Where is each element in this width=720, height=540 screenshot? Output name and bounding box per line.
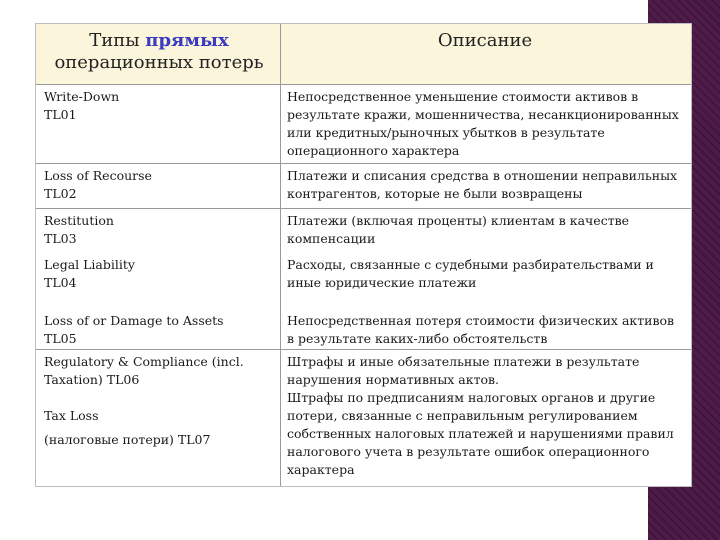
description-line: Штрафы по предписаниям налоговых органов и другие <box>287 390 656 405</box>
description-line: Штрафы и иные обязательные платежи в результате <box>287 354 640 369</box>
description-line: в результате каких-либо обстоятельств <box>287 331 548 346</box>
description-line: собственных налоговых платежей и нарушениями правил <box>287 426 674 441</box>
header-title-accent: прямых <box>145 30 229 51</box>
row-description-cell <box>281 164 691 208</box>
description-line: потери, связанные с неправильным регулированием <box>287 408 638 423</box>
type-name: Loss of Recourse <box>44 168 152 183</box>
table-row <box>36 208 691 349</box>
row-type-cell <box>36 350 281 486</box>
description-line: характера <box>287 462 355 477</box>
table-header-row <box>36 24 691 84</box>
description-line: Расходы, связанные с судебными разбирательствами и <box>287 257 654 272</box>
type-name: Tax Loss <box>44 408 99 423</box>
type-code: TL03 <box>44 231 77 246</box>
row-type-cell <box>36 164 281 208</box>
header-description <box>281 24 691 84</box>
type-code: TL05 <box>44 331 77 346</box>
description-line: операционного характера <box>287 143 460 158</box>
type-code: TL04 <box>44 275 77 290</box>
description-line: иные юридические платежи <box>287 275 477 290</box>
row-description-cell <box>281 350 691 486</box>
type-code: TL01 <box>44 107 77 122</box>
description-line: или кредитных/рыночных убытков в результате <box>287 125 605 140</box>
table-row <box>36 84 691 163</box>
description-line: налогового учета в результате ошибок операционного <box>287 444 650 459</box>
description-line: Платежи и списания средства в отношении неправильных <box>287 168 678 183</box>
table-row <box>36 163 691 208</box>
description-line: Платежи (включая проценты) клиентам в качестве <box>287 213 630 228</box>
header-types <box>36 24 281 84</box>
description-line: Непосредственное уменьшение стоимости активов в <box>287 89 639 104</box>
type-name: Legal Liability <box>44 257 135 272</box>
description-line: Непосредственная потеря стоимости физических активов <box>287 313 675 328</box>
type-name: Regulatory & Compliance (incl. <box>44 354 244 369</box>
row-type-cell <box>36 209 281 349</box>
row-description-cell <box>281 85 691 163</box>
type-name: Write-Down <box>44 89 120 104</box>
table-row <box>36 349 691 486</box>
type-code: Taxation) TL06 <box>44 372 140 387</box>
header-title-rest: операционных потерь <box>54 52 264 73</box>
row-type-cell <box>36 85 281 163</box>
type-name: Restitution <box>44 213 114 228</box>
description-line: результате кражи, мошенничества, несанкционированных <box>287 107 679 122</box>
type-name: Loss of or Damage to Assets <box>44 313 224 328</box>
description-line: контрагентов, которые не были возвращены <box>287 186 583 201</box>
description-line: компенсации <box>287 231 376 246</box>
header-title-prefix: Типы <box>89 30 140 51</box>
header-description-text: Описание <box>437 30 533 51</box>
operational-losses-table <box>35 23 692 487</box>
row-description-cell <box>281 209 691 349</box>
type-code: (налоговые потери) TL07 <box>44 432 211 447</box>
description-line: нарушения нормативных актов. <box>287 372 500 387</box>
type-code: TL02 <box>44 186 77 201</box>
